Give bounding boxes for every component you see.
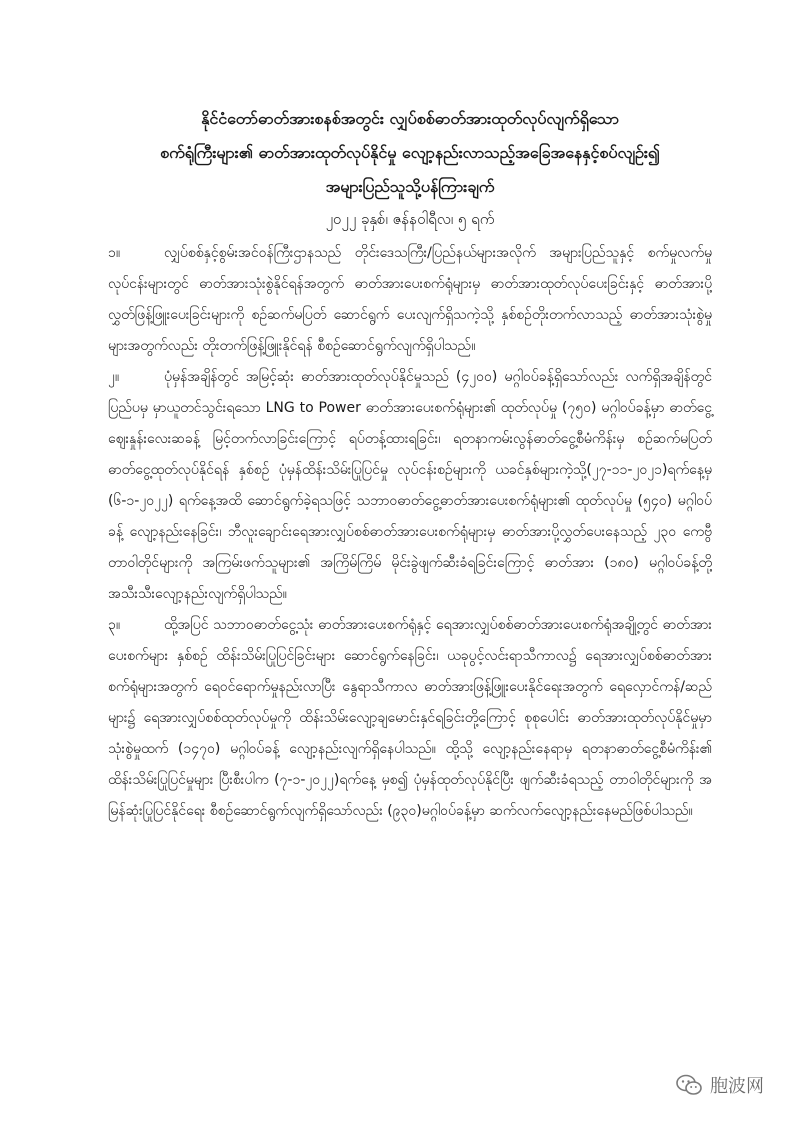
- paragraph-text: ပုံမှန်အချိန်တွင် အမြင့်ဆုံး ဓာတ်အားထုတ်လုပ်နိုင်မှုသည် (၄၂၀၀) မဂ္ဂါဝပ်ခန့်ရှိသော်လည်း လက်ရှိအချိန်တွင် ပြည်ပမှ မှာယူတင်သွင်းရသော LNG to Power ဓာတ်အားပေးစက်ရုံများ၏ ထုတ်လုပ်မှု (၇၅၀) မဂ္ဂါဝပ်ခန့်မှာ ဓာတ်ငွေ့ဈေးနှုန်းလေးဆခန့် မြင့်တက်လာခြင်းကြောင့် ရပ်တန့်ထားရခြင်း၊ ရတနာကမ်းလွန်ဓာတ်ငွေ့စီမံကိန်းမှ စဉ်ဆက်မပြတ် ဓာတ်ငွေ့ထုတ်လုပ်နိုင်ရန် နှစ်စဉ် ပုံမှန်ထိန်းသိမ်းပြုပြင်မှု လုပ်ငန်းစဉ်များကို ယခင်နှစ်များကဲ့သို့(၂၇-၁၁-၂၀၂၁)ရက်နေ့မှ (၆-၁-၂၀၂၂) ရက်နေ့အထိ ဆောင်ရွက်ခဲ့ရသဖြင့် သဘာဝဓာတ်ငွေ့ဓာတ်အားပေးစက်ရုံများ၏ ထုတ်လုပ်မှု (၅၄၀) မဂ္ဂါဝပ်ခန့် လျော့နည်းနေခြင်း၊ ဘီလူးချောင်းရေအားလျှပ်စစ်ဓာတ်အားပေးစက်ရုံများမှ ဓာတ်အားပို့လွှတ်ပေးနေသည့် ၂၃၀ ကေဗွီ တာဝါတိုင်များကို အကြမ်းဖက်သူများ၏ အကြိမ်ကြိမ် မိုင်းခွဲဖျက်ဆီးခံရခြင်းကြောင့် ဓာတ်အား (၁၈၀) မဂ္ဂါဝပ်ခန့်တို့ အသီးသီးလျော့နည်းလျက်ရှိပါသည်။: [108, 369, 712, 602]
- paragraph-number: ၂။: [108, 369, 120, 385]
- watermark-text: 胞波网: [710, 1076, 764, 1097]
- title-line-2: စက်ရုံကြီးများ၏ ဓာတ်အားထုတ်လုပ်နိုင်မှု လျော့နည်းလာသည့်အခြေအနေနှင့်စပ်လျဉ်း၍: [160, 143, 660, 162]
- title-line-3: အများပြည်သူသို့ပန်ကြားချက်: [325, 177, 495, 196]
- paragraph-1: [108, 238, 712, 362]
- wechat-icon: [676, 1074, 702, 1096]
- watermark: [676, 1072, 764, 1098]
- title-line-1: နိုင်ငံတော်ဓာတ်အားစနစ်အတွင်း လျှပ်စစ်ဓာတ်အားထုတ်လုပ်လျက်ရှိသော: [201, 109, 619, 128]
- paragraph-2: [108, 362, 712, 610]
- paragraph-number: ၁။: [108, 245, 121, 261]
- paragraph-3: [108, 610, 712, 827]
- paragraph-number: ၃။: [108, 617, 121, 633]
- document-date: ၂၀၂၂ ခုနှစ်၊ ဇန်နဝါရီလ၊ ၅ ရက်: [325, 210, 495, 228]
- paragraph-text: ထို့အပြင် သဘာဝဓာတ်ငွေ့သုံး ဓာတ်အားပေးစက်ရုံနှင့် ရေအားလျှပ်စစ်ဓာတ်အားပေးစက်ရုံအချို့တွင် ဓာတ်အားပေးစက်များ နှစ်စဉ် ထိန်းသိမ်းပြုပြင်ခြင်းများ ဆောင်ရွက်နေခြင်း၊ ယခုပွင့်လင်းရာသီကာလ၌ ရေအားလျှပ်စစ်ဓာတ်အားစက်ရုံများအတွက် ရေဝင်ရောက်မှုနည်းလာပြီး နွေရာသီကာလ ဓာတ်အားဖြန့်ဖြူးပေးနိုင်ရေးအတွက် ရေလှောင်ကန်/ဆည်များ၌ ရေအားလျှပ်စစ်ထုတ်လုပ်မှုကို ထိန်းသိမ်းလျော့ချမောင်းနှင်ရခြင်းတို့ကြောင့် စုစုပေါင်း ဓာတ်အားထုတ်လုပ်နိုင်မှုမှာ သုံးစွဲမှုထက် (၁၄၇၀) မဂ္ဂါဝပ်ခန့် လျော့နည်းလျက်ရှိနေပါသည်။ ထို့သို့ လျော့နည်းနေရာမှ ရတနာဓာတ်ငွေ့စီမံကိန်း၏ ထိန်းသိမ်းပြုပြင်မှုများ ပြီးစီးပါက (၇-၁-၂၀၂၂)ရက်နေ့ မှစ၍ ပုံမှန်ထုတ်လုပ်နိုင်ပြီး ဖျက်ဆီးခံရသည့် တာဝါတိုင်များကို အမြန်ဆုံးပြုပြင်နိုင်ရေး စီစဉ်ဆောင်ရွက်လျက်ရှိသော်လည်း (၉၃၀)မဂ္ဂါဝပ်ခန့်မှာ ဆက်လက်လျော့နည်းနေမည်ဖြစ်ပါသည်။: [108, 617, 712, 819]
- paragraph-text: လျှပ်စစ်နှင့်စွမ်းအင်ဝန်ကြီးဌာနသည် တိုင်းဒေသကြီး/ပြည်နယ်များအလိုက် အများပြည်သူနှင့် စက်မှုလက်မှုလုပ်ငန်းများတွင် ဓာတ်အားသုံးစွဲနိုင်ရန်အတွက် ဓာတ်အားပေးစက်ရုံများမှ ဓာတ်အားထုတ်လုပ်ပေးခြင်းနှင့် ဓာတ်အားပို့လွှတ်ဖြန့်ဖြူးပေးခြင်းများကို စဉ်ဆက်မပြတ် ဆောင်ရွက် ပေးလျက်ရှိသကဲ့သို့ နှစ်စဉ်တိုးတက်လာသည့် ဓာတ်အားသုံးစွဲမှုများအတွက်လည်း တိုးတက်ဖြန့်ဖြူးနိုင်ရန် စီစဉ်ဆောင်ရွက်လျက်ရှိပါသည်။: [108, 245, 712, 354]
